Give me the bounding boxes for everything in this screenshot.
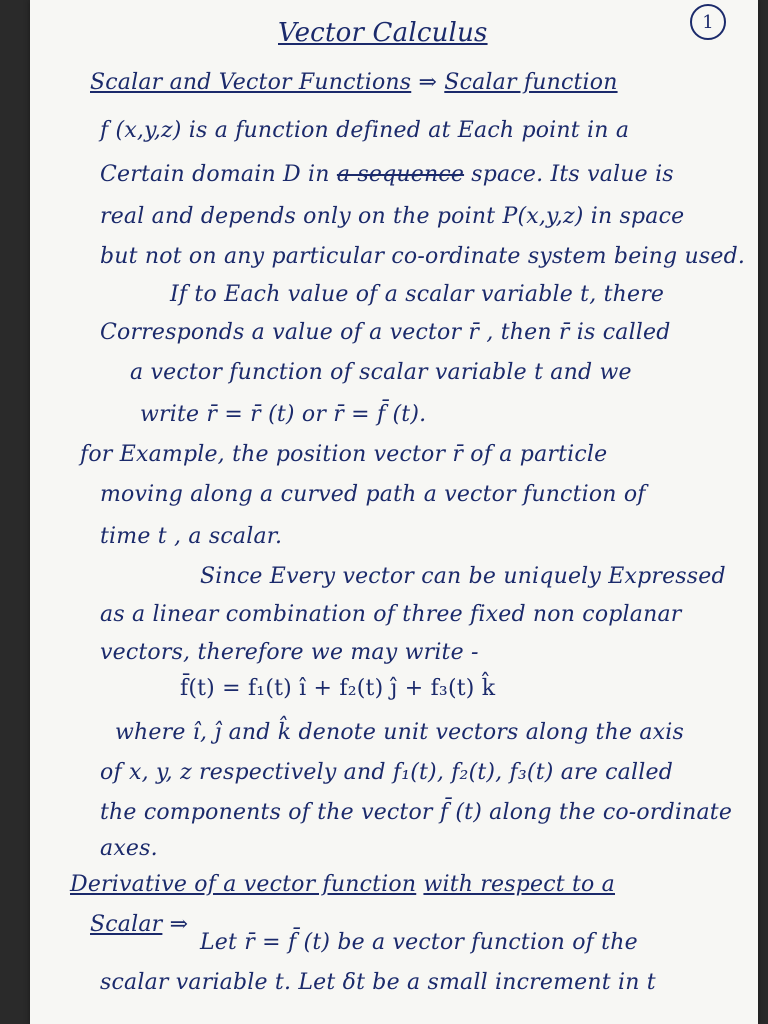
text-line: real and depends only on the point P(x,y,z) in space [100,204,685,229]
section2-heading-scalar: Scalar [90,912,163,937]
section2-heading-tail: with respect to a [423,872,615,897]
text-line: write r̄ = r̄ (t) or r̄ = f̄ (t). [140,402,427,427]
text-line: moving along a curved path a vector function of [100,482,646,507]
vector-formula: f̄(t) = f₁(t) î + f₂(t) ĵ + f₃(t) k̂ [180,676,496,701]
text-line: scalar variable t. Let δt be a small increment in t [100,970,656,995]
text-line-with-strike [100,162,674,187]
implies-arrow: ⇒ [169,912,189,937]
text-line: of x, y, z respectively and f₁(t), f₂(t), f₃(t) are called [100,760,673,785]
page-number [690,4,726,40]
text-line: for Example, the position vector r̄ of a particle [80,442,608,467]
text-line: a vector function of scalar variable t and we [130,360,632,385]
text-fragment: Certain domain D in [100,162,330,187]
section2-heading-row [70,872,615,897]
text-line: Corresponds a value of a vector r̄ , then r̄ is called [100,320,671,345]
page-title: Vector Calculus [278,18,488,48]
text-line: but not on any particular co-ordinate system being used. [100,244,746,269]
text-line: vectors, therefore we may write - [100,640,479,665]
text-line: where î, ĵ and k̂ denote unit vectors along the axis [115,720,685,745]
text-fragment: space. Its value is [471,162,674,187]
struck-text: a sequence [336,162,465,187]
section2-heading: Derivative of a vector function [70,872,417,897]
text-line: as a linear combination of three fixed non coplanar [100,602,682,627]
text-line: time t , a scalar. [100,524,283,549]
notebook-page [30,0,758,1024]
text-line: f (x,y,z) is a function defined at Each point in a [100,118,630,143]
text-line: axes. [100,836,158,861]
section2-heading-row2 [90,912,188,937]
implies-arrow: ⇒ [418,70,438,95]
text-line: Let r̄ = f̄ (t) be a vector function of the [200,930,638,955]
section1-heading: Scalar and Vector Functions [90,70,412,95]
section1-heading-row [90,70,618,95]
page-number-text: 1 [702,11,714,33]
text-line: Since Every vector can be uniquely Expressed [200,564,726,589]
text-line: If to Each value of a scalar variable t, there [170,282,665,307]
section1-subheading: Scalar function [444,70,618,95]
text-line: the components of the vector f̄ (t) along the co-ordinate [100,800,733,825]
